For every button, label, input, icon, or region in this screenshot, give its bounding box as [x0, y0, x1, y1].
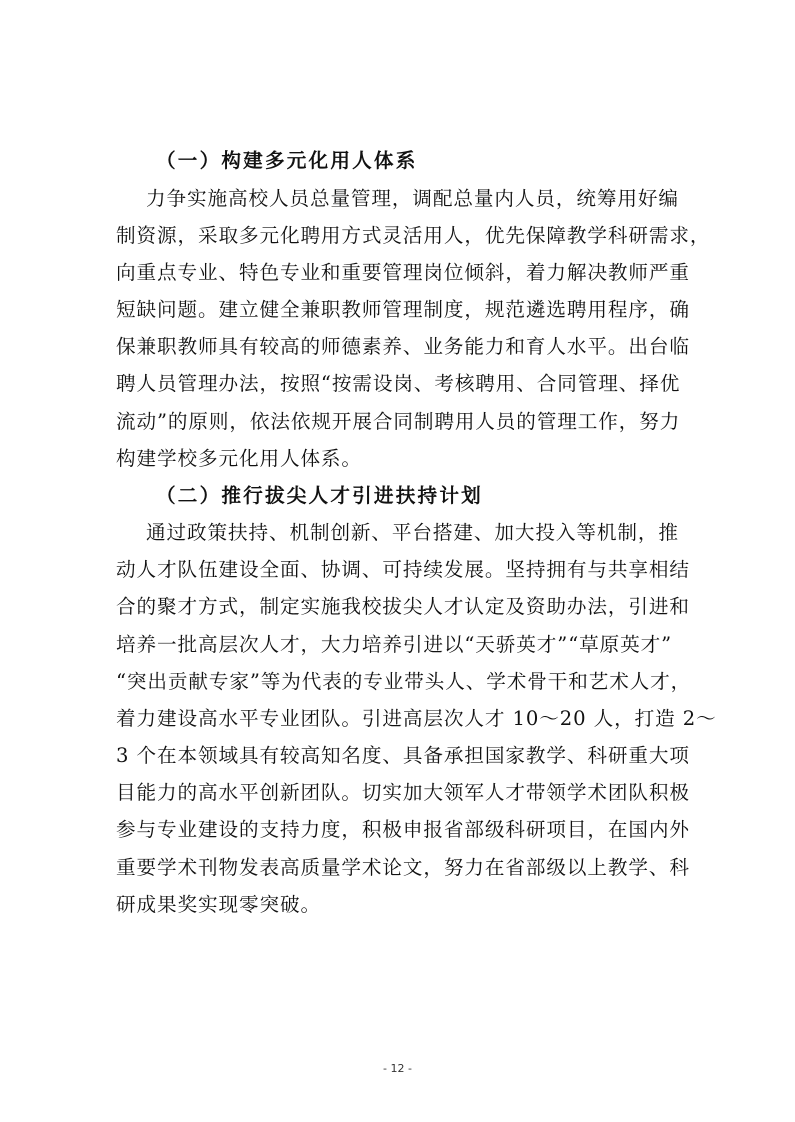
paragraph-line: 制资源，采取多元化聘用方式灵活用人，优先保障教学科研需求， — [116, 224, 711, 247]
page-number: - 12 - — [383, 1062, 412, 1075]
paragraph-line: 重要学术刊物发表高质量学术论文，努力在省部级以上教学、科 — [116, 856, 690, 879]
paragraph-line: 短缺问题。建立健全兼职教师管理制度，规范遴选聘用程序，确 — [116, 298, 690, 321]
paragraph-line: 合的聚才方式，制定实施我校拔尖人才认定及资助办法，引进和 — [116, 595, 690, 618]
paragraph-line: 流动”的原则，依法依规开展合同制聘用人员的管理工作，努力 — [116, 410, 681, 433]
section-heading-2: （二）推行拔尖人才引进扶持计划 — [156, 484, 483, 507]
paragraph-line: 通过政策扶持、机制创新、平台搭建、加大投入等机制，推 — [146, 521, 679, 544]
paragraph-line: 参与专业建设的支持力度，积极申报省部级科研项目，在国内外 — [116, 818, 690, 841]
paragraph-line: 培养一批高层次人才，大力培养引进以“天骄英才”“草原英才” — [116, 633, 673, 656]
paragraph-line: 动人才队伍建设全面、协调、可持续发展。坚持拥有与共享相结 — [116, 558, 690, 581]
paragraph-line: 着力建设高水平专业团队。引进高层次人才 10～20 人，打造 2～ — [116, 707, 717, 730]
paragraph-line: 目能力的高水平创新团队。切实加大领军人才带领学术团队积极 — [116, 781, 690, 804]
paragraph-line: 向重点专业、特色专业和重要管理岗位倾斜，着力解决教师严重 — [116, 261, 690, 284]
paragraph-line: 聘人员管理办法，按照“按需设岗、考核聘用、合同管理、择优 — [116, 372, 681, 395]
paragraph-line: 3 个在本领域具有较高知名度、具备承担国家教学、科研重大项 — [116, 744, 690, 767]
paragraph-line: 构建学校多元化用人体系。 — [116, 447, 362, 470]
paragraph-line: 研成果奖实现零突破。 — [116, 893, 321, 916]
paragraph-line: 保兼职教师具有较高的师德素养、业务能力和育人水平。出台临 — [116, 335, 690, 358]
section-heading-1: （一）构建多元化用人体系 — [156, 149, 418, 172]
paragraph-line: “突出贡献专家”等为代表的专业带头人、学术骨干和艺术人才， — [116, 670, 692, 693]
paragraph-line: 力争实施高校人员总量管理，调配总量内人员，统筹用好编 — [146, 187, 679, 210]
